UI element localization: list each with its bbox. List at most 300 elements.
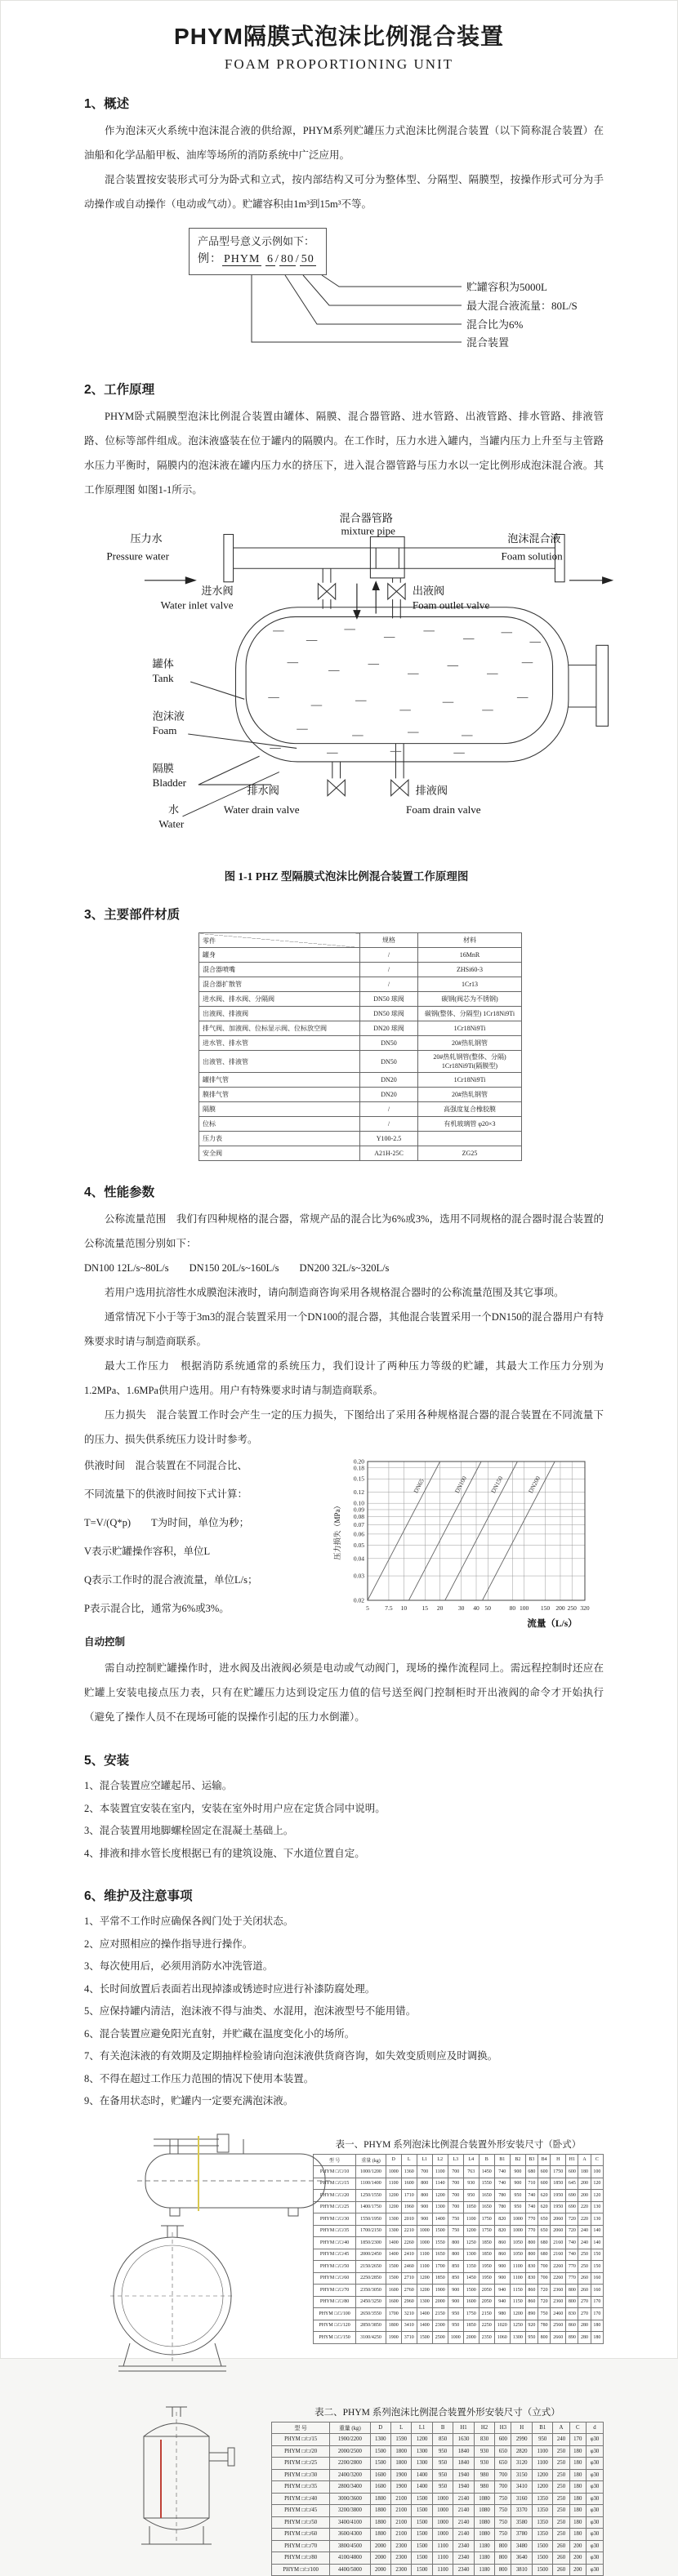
table-cell: 800 [538,2332,551,2344]
table-cell: 900 [510,2166,525,2178]
table-cell: 1850/2300 [356,2237,386,2249]
table-cell: 3480 [511,2540,532,2552]
label-foam-solution-cn: 泡沫混合液 [507,532,560,545]
table-cell: 1450 [479,2166,494,2178]
table-row [199,1088,522,1102]
table-cell: 690 [566,2201,578,2213]
table-cell: 1500 [412,2529,432,2541]
x-tick-label: 200 [555,1604,565,1612]
table-cell: 1180 [474,2552,494,2565]
table-cell: 2150 [479,2308,494,2320]
table-cell: 200 [578,2190,591,2202]
column-header: L1 [417,2154,432,2166]
table-row [199,1102,522,1117]
table-cell: 720 [566,2225,578,2237]
table-cell: 1000 [432,2529,453,2541]
table-cell: 1400 [386,2249,401,2261]
table-cell: 1550 [479,2178,494,2190]
table-cell: 1500 [386,2261,401,2273]
table-cell: 170 [591,2296,603,2308]
column-header: A [578,2154,591,2166]
table-row [199,977,522,992]
table-cell: 180 [569,2458,586,2470]
table-cell: 1200 [432,2190,448,2202]
table-cell: 1000 [510,2225,525,2237]
table-cell: 1600 [401,2178,417,2190]
table-cell: 850 [448,2261,463,2273]
table-cell: 250 [578,2261,591,2273]
table-cell: 1500 [532,2552,552,2565]
table-cell: 950 [448,2308,463,2320]
x-tick-label: 20 [437,1604,444,1612]
table-cell: 800 [448,2249,463,2261]
x-tick-label: 5 [366,1604,369,1612]
model-callout-ratio: 混合比为6% [466,316,523,331]
foam-liquid-hatching [268,630,541,753]
table-cell: 250 [553,2469,569,2481]
y-axis-label: 压力损失（MPa） [332,1502,341,1559]
table-cell: 770 [566,2261,578,2273]
y-tick-label: 0.10 [354,1500,364,1507]
table-cell: 830 [525,2261,537,2273]
x-tick-label: 10 [401,1604,408,1612]
table-cell: 180 [578,2166,591,2178]
table-cell: 1000 [510,2213,525,2226]
table-cell: 2200/2800 [330,2458,370,2470]
table-cell: 720 [538,2296,551,2308]
model-code-sep-2: / [296,253,300,265]
table-cell: 1500 [463,2285,479,2297]
table-cell: 180 [569,2481,586,2494]
table-cell: 1400 [386,2237,401,2249]
table-cell: 1050 [463,2201,479,2213]
column-header: L4 [463,2154,479,2166]
table-row [271,2434,603,2446]
maintenance-item: 7、有关泡沫液的有效期及定期抽样检验请向泡沫液供货商咨询，如失效变质则应及时调换。 [84,2045,604,2068]
table-cell: 800 [448,2237,463,2249]
table-cell: 2000 [463,2332,479,2344]
label-tank-cn: 罐体 [153,657,174,670]
table-cell: 220 [578,2201,591,2213]
table-cell: 出液阀、排液阀 [199,1007,360,1021]
table-cell: 3410 [401,2320,417,2332]
table-cell: 1550/1950 [356,2213,386,2226]
table-cell: 1630 [453,2434,474,2446]
table-cell: 120 [591,2178,603,2190]
table-cell: 3200/3800 [330,2505,370,2517]
x-tick-label: 320 [580,1604,590,1612]
table-cell: 1300 [432,2201,448,2213]
table-cell: 680 [538,2237,551,2249]
table-cell: DN50 球阀 [360,992,418,1007]
table-cell: φ30 [586,2540,603,2552]
x-tick-label: 80 [510,1604,516,1612]
y-tick-label: 0.05 [354,1542,364,1549]
table-cell: 1500 [432,2225,448,2237]
column-header: B1 [532,2422,552,2434]
table-cell: 280 [578,2320,591,2332]
table-cell: 1080 [474,2505,494,2517]
table-cell: 1550 [432,2237,448,2249]
model-designation-block [84,228,604,358]
table-cell: 安全阀 [199,1146,360,1161]
table-cell: 130 [591,2213,603,2226]
table-cell: 1300 [412,2458,432,2470]
table-cell: 1840 [453,2445,474,2458]
table-cell: 950 [432,2458,453,2470]
table-cell: 1750 [479,2213,494,2226]
table-cell: DN20 [360,1088,418,1102]
table-cell: 1400 [417,2308,432,2320]
table-cell: 2060 [551,2225,566,2237]
table-cell: 20#热轧钢管 [418,1036,522,1051]
table-cell: 2850/3850 [356,2320,386,2332]
table-cell: 2990 [511,2434,532,2446]
table-cell: 770 [566,2272,578,2285]
table-row [271,2564,603,2576]
section-6-heading: 6、维护及注意事项 [84,1886,604,1904]
label-mixture-pipe-en: mixture pipe [341,525,396,537]
table-cell: PHYM □/□/25 [313,2201,356,2213]
table-row [271,2469,603,2481]
table-cell: 860 [525,2296,537,2308]
table-cell: PHYM □/□/30 [313,2213,356,2226]
table-cell: 900 [510,2178,525,2190]
table-cell: 700 [448,2201,463,2213]
table-cell: 820 [494,2213,510,2226]
table-cell: 1Cr13 [418,977,522,992]
table-cell: A21H-25C [360,1146,418,1161]
overview-paragraph-1: 作为泡沫灭火系统中泡沫混合液的供给源，PHYM系列贮罐压力式泡沫比例混合装置（以下简称混合装置）在油船和化学品船甲板、油库等场所的消防系统中广泛应用。 [84,118,604,167]
table-cell: 1000/1200 [356,2166,386,2178]
table-cell: 270 [578,2296,591,2308]
table-cell: 1100/1400 [356,2178,386,2190]
vertical-tank-drawing [84,2392,271,2551]
table-cell: 1500 [412,2516,432,2529]
table-cell: 600 [538,2166,551,2178]
materials-corner-header: 零件 [199,933,360,948]
table-cell: PHYM □/□/15 [271,2434,329,2446]
table-row [199,1021,522,1036]
table-cell: 1940 [453,2481,474,2494]
table-cell: 1100 [432,2564,453,2576]
principle-diagram [89,510,620,852]
table-cell: PHYM □/□/15 [313,2178,356,2190]
table-cell: 1900/2200 [330,2434,370,2446]
perf-paragraph-flow-range: 公称流量范围 我们有四种规格的混合器，常规产品的混合比为6%或3%，选用不同规格的混合器时混合装置的公称流量范围分别如下： [84,1207,604,1256]
table-cell: 3410 [511,2481,532,2494]
install-item: 4、排液和排水管长度根据已有的建筑设施、下水道位置自定。 [84,1843,604,1866]
table-cell: 2140 [453,2493,474,2505]
table-cell: 800 [495,2564,511,2576]
auto-control-paragraph: 需自动控制贮罐操作时，进水阀及出液阀必须是电动或气动阀门，现场的操作流程同上。需远程控制时还应在贮罐上安装电接点压力表，只有在贮罐压力达到设定压力值的信号送至阀门控制柜时开出液阀的命令才开始执行（避免了操作人员不在现场可能的误操作引起的压力水倒灌）。 [84,1656,604,1729]
table-cell: 1500 [412,2493,432,2505]
table-row [271,2540,603,2552]
model-callout-device: 混合装置 [466,334,509,349]
table-cell: PHYM □/□/50 [313,2261,356,2273]
table-cell: 1500 [532,2564,552,2576]
table-cell: 碳钢(整体、分隔型) 1Cr18Ni9Ti [418,1007,522,1021]
table-cell: 1100 [532,2445,552,2458]
table-cell: 混合器喷嘴 [199,963,360,977]
table-cell: 3150 [511,2469,532,2481]
table-cell: 1450 [463,2272,479,2285]
maintenance-item: 9、在备用状态时，贮罐内一定要充满泡沫液。 [84,2090,604,2113]
y-tick-label: 0.15 [354,1475,364,1483]
table-cell: 2500 [432,2332,448,2344]
table-cell: 930 [463,2178,479,2190]
table-cell: 1300 [510,2332,525,2344]
table-cell: DN20 [360,1073,418,1088]
table-cell: 1000 [386,2166,401,2178]
table-cell: 出液管、排液管 [199,1051,360,1073]
maintenance-item: 4、长时间放置后表面若出现掉漆或锈迹时应进行补漆防腐处理。 [84,1978,604,2001]
y-tick-label: 0.06 [354,1530,364,1537]
table-cell: 2300 [432,2320,448,2332]
table-cell: 2300 [390,2540,411,2552]
table-cell: 600 [495,2434,511,2446]
model-example-box [189,228,327,275]
table-cell: DN50 球阀 [360,1007,418,1021]
label-water-drain-cn: 排水阀 [248,784,279,797]
supply-time-line: 供液时间 混合装置在不同混合比、 [84,1452,604,1480]
table-cell: 700 [495,2469,511,2481]
table-row [271,2458,603,2470]
table-cell: 800 [525,2249,537,2261]
table-cell: 2300 [390,2564,411,2576]
table-cell: 混合器扩散管 [199,977,360,992]
table-cell: 980 [474,2469,494,2481]
series-label: DN200 [527,1475,542,1494]
table-cell: 750 [495,2505,511,2517]
table-row [271,2481,603,2494]
table-cell: DN50 [360,1036,418,1051]
y-tick-label: 0.12 [354,1488,364,1496]
maintenance-item: 3、每次使用后，必须用消防水冲洗管道。 [84,1955,604,1978]
table-cell: 950 [463,2190,479,2202]
table-cell: 740 [525,2190,537,2202]
column-header: B [479,2154,494,2166]
table-cell: 780 [494,2190,510,2202]
supply-time-line: V表示贮罐操作容积，单位L [84,1537,604,1566]
table-cell: / [360,948,418,963]
table-cell: 1060 [494,2332,510,2344]
table-cell: / [360,1117,418,1132]
table-cell: 720 [566,2213,578,2226]
column-header: A [553,2422,569,2434]
table-cell: 1950 [551,2190,566,2202]
model-intro: 产品型号意义示例如下： [198,233,316,251]
table-cell: 2450/3250 [356,2296,386,2308]
table-cell: φ30 [586,2445,603,2458]
table-cell: 1180 [474,2564,494,2576]
table-cell: 1590 [390,2434,411,2446]
table-cell: φ30 [586,2552,603,2565]
table-cell: 1750 [463,2308,479,2320]
table-cell: 1710 [401,2190,417,2202]
table-cell: 750 [538,2308,551,2320]
column-header: L [401,2154,417,2166]
table-cell: 隔膜 [199,1102,360,1117]
label-tank-en: Tank [153,672,174,684]
table-cell: PHYM □/□/10 [313,2166,356,2178]
table-cell: 800 [525,2237,537,2249]
perf-paragraph-max-pressure: 最大工作压力 根据消防系统通常的系统压力，我们设计了两种压力等级的贮罐，其最大工作压力分别为1.2MPa、1.6MPa供用户选用。用户有特殊要求时请与制造商联系。 [84,1354,604,1403]
table-cell: 120 [591,2190,603,2202]
table-cell: Y100-2.5 [360,1132,418,1146]
table-row [313,2285,603,2297]
table-cell: 1800 [370,2516,390,2529]
table-cell: 1800 [370,2493,390,2505]
table-cell: 1350 [532,2516,552,2529]
table-row [199,992,522,1007]
table-cell: PHYM □/□/40 [271,2493,329,2505]
table-cell: 250 [553,2493,569,2505]
table-cell: 3400/4100 [330,2516,370,2529]
label-foam-drain-en: Foam drain valve [406,803,481,816]
label-pressure-water-cn: 压力水 [130,532,162,545]
table-cell: 2100 [390,2505,411,2517]
table-cell: 1250 [510,2320,525,2332]
table-cell: 1300 [386,2225,401,2237]
column-header: 重量 (kg) [356,2154,386,2166]
perf-paragraph-mixer-selection: 通常情况下小于等于3m3的混合装置采用一个DN100的混合器，其他混合装置采用一个DN150的混合器用户有特殊要求时请与制造商联系。 [84,1305,604,1354]
table-cell: 700 [495,2481,511,2494]
y-tick-label: 0.09 [354,1506,364,1513]
table-cell: 160 [591,2285,603,2297]
table-cell: / [360,977,418,992]
table-cell: 850 [448,2272,463,2285]
table-cell: 1Cr18Ni9Ti [418,1073,522,1088]
table-cell: 900 [448,2285,463,2297]
table-cell: 140 [591,2237,603,2249]
vertical-tank-view [99,2404,254,2551]
table-cell: 1350 [532,2529,552,2541]
label-water-drain-en: Water drain valve [224,803,300,816]
table-cell: 2300 [390,2552,411,2565]
table-cell: 750 [495,2493,511,2505]
table-cell: 膜排气管 [199,1088,360,1102]
page-title: PHYM隔膜式泡沫比例混合装置 [1,1,677,51]
table-cell: 240 [578,2237,591,2249]
table1-caption: 表一、PHYM 系列泡沫比例混合装置外形安装尺寸（卧式） [313,2138,604,2151]
table-cell: 920 [525,2320,537,2332]
table-cell: 1500 [386,2272,401,2285]
model-code-ratio: 6 [265,253,275,266]
table-cell: 763 [463,2166,479,2178]
y-tick-label: 0.18 [354,1464,364,1471]
table-cell: PHYM □/□/120 [313,2320,356,2332]
table-cell: 1500 [370,2458,390,2470]
table-cell: 180 [569,2529,586,2541]
table-cell: 280 [578,2332,591,2344]
table-cell: ZHSi60-3 [418,963,522,977]
table-cell: 1600 [386,2296,401,2308]
table-cell: 890 [525,2308,537,2320]
table-cell: ZG25 [418,1146,522,1161]
model-code-series: PHYM [222,253,261,266]
table-cell: PHYM □/□/45 [271,2505,329,2517]
table-cell: 1100 [417,2249,432,2261]
table-cell: 1840 [453,2458,474,2470]
label-outlet-valve-en: Foam outlet valve [413,599,490,612]
table-cell: PHYM □/□/80 [313,2296,356,2308]
x-tick-label: 100 [520,1604,529,1612]
table-row [313,2308,603,2320]
table-cell: 180 [591,2332,603,2344]
table-cell: 980 [474,2481,494,2494]
table-cell: 240 [578,2225,591,2237]
table-cell: PHYM □/□/30 [271,2469,329,2481]
install-item: 1、混合装置应空罐起吊、运输。 [84,1775,604,1798]
table-cell: 1600 [370,2481,390,2494]
table-cell: 800 [495,2540,511,2552]
table-cell: 950 [525,2332,537,2344]
label-pressure-water-en: Pressure water [106,550,169,563]
table-cell: 1200 [532,2481,552,2494]
table-cell: 1100 [432,2166,448,2178]
table-cell: 1100 [510,2272,525,2285]
table-cell: 940 [494,2296,510,2308]
table-cell: φ30 [586,2529,603,2541]
table-cell: PHYM □/□/40 [313,2237,356,2249]
table-cell: 碳钢(阀芯为不锈钢) [418,992,522,1007]
table-cell: 1500 [370,2445,390,2458]
table-cell: 950 [432,2445,453,2458]
table-cell: 1650 [479,2201,494,2213]
table-cell: 1000 [432,2516,453,2529]
table-cell: 2140 [453,2529,474,2541]
table-cell: 740 [494,2178,510,2190]
table-cell: 2400/3200 [330,2469,370,2481]
pressure-loss-chart-block [330,1453,604,1641]
y-tick-label: 0.02 [354,1597,364,1604]
table-cell: 150 [591,2249,603,2261]
table-cell: 100 [591,2166,603,2178]
table-cell: 1500 [532,2540,552,2552]
table-cell: 1300 [386,2213,401,2226]
supply-time-formula: T=V/(Q*p) T为时间，单位为秒； [84,1509,604,1537]
table-cell: 650 [495,2458,511,2470]
label-outlet-valve-cn: 出液阀 [413,584,444,597]
table-cell: 2260 [401,2237,417,2249]
table-cell: φ30 [586,2469,603,2481]
table-cell: 2140 [453,2505,474,2517]
table-cell: 700 [538,2261,551,2273]
install-item: 2、本装置宜安装在室内，安装在室外时用户应在定货合同中说明。 [84,1798,604,1821]
table-cell: PHYM □/□/70 [313,2285,356,2297]
table-cell: 750 [495,2516,511,2529]
table-cell: 1300 [370,2434,390,2446]
table-cell: 170 [591,2308,603,2320]
table-cell: 1950 [551,2201,566,2213]
label-foam-solution-en: Foam solution [501,550,563,563]
table-row [313,2249,603,2261]
table-cell: 980 [494,2308,510,2320]
table-cell: 240 [553,2434,569,2446]
column-header: B2 [510,2154,525,2166]
table-cell: φ30 [586,2481,603,2494]
model-callout-flow: 最大混合液流量：80L/S [466,297,578,313]
table-cell: 2460 [551,2308,566,2320]
table-cell: 180 [569,2469,586,2481]
table-cell: 3370 [511,2505,532,2517]
table-cell: φ30 [586,2505,603,2517]
column-header: C [591,2154,603,2166]
label-foam-cn: 泡沫液 [153,710,185,723]
table-row [313,2261,603,2273]
table-cell: 200 [569,2564,586,2576]
